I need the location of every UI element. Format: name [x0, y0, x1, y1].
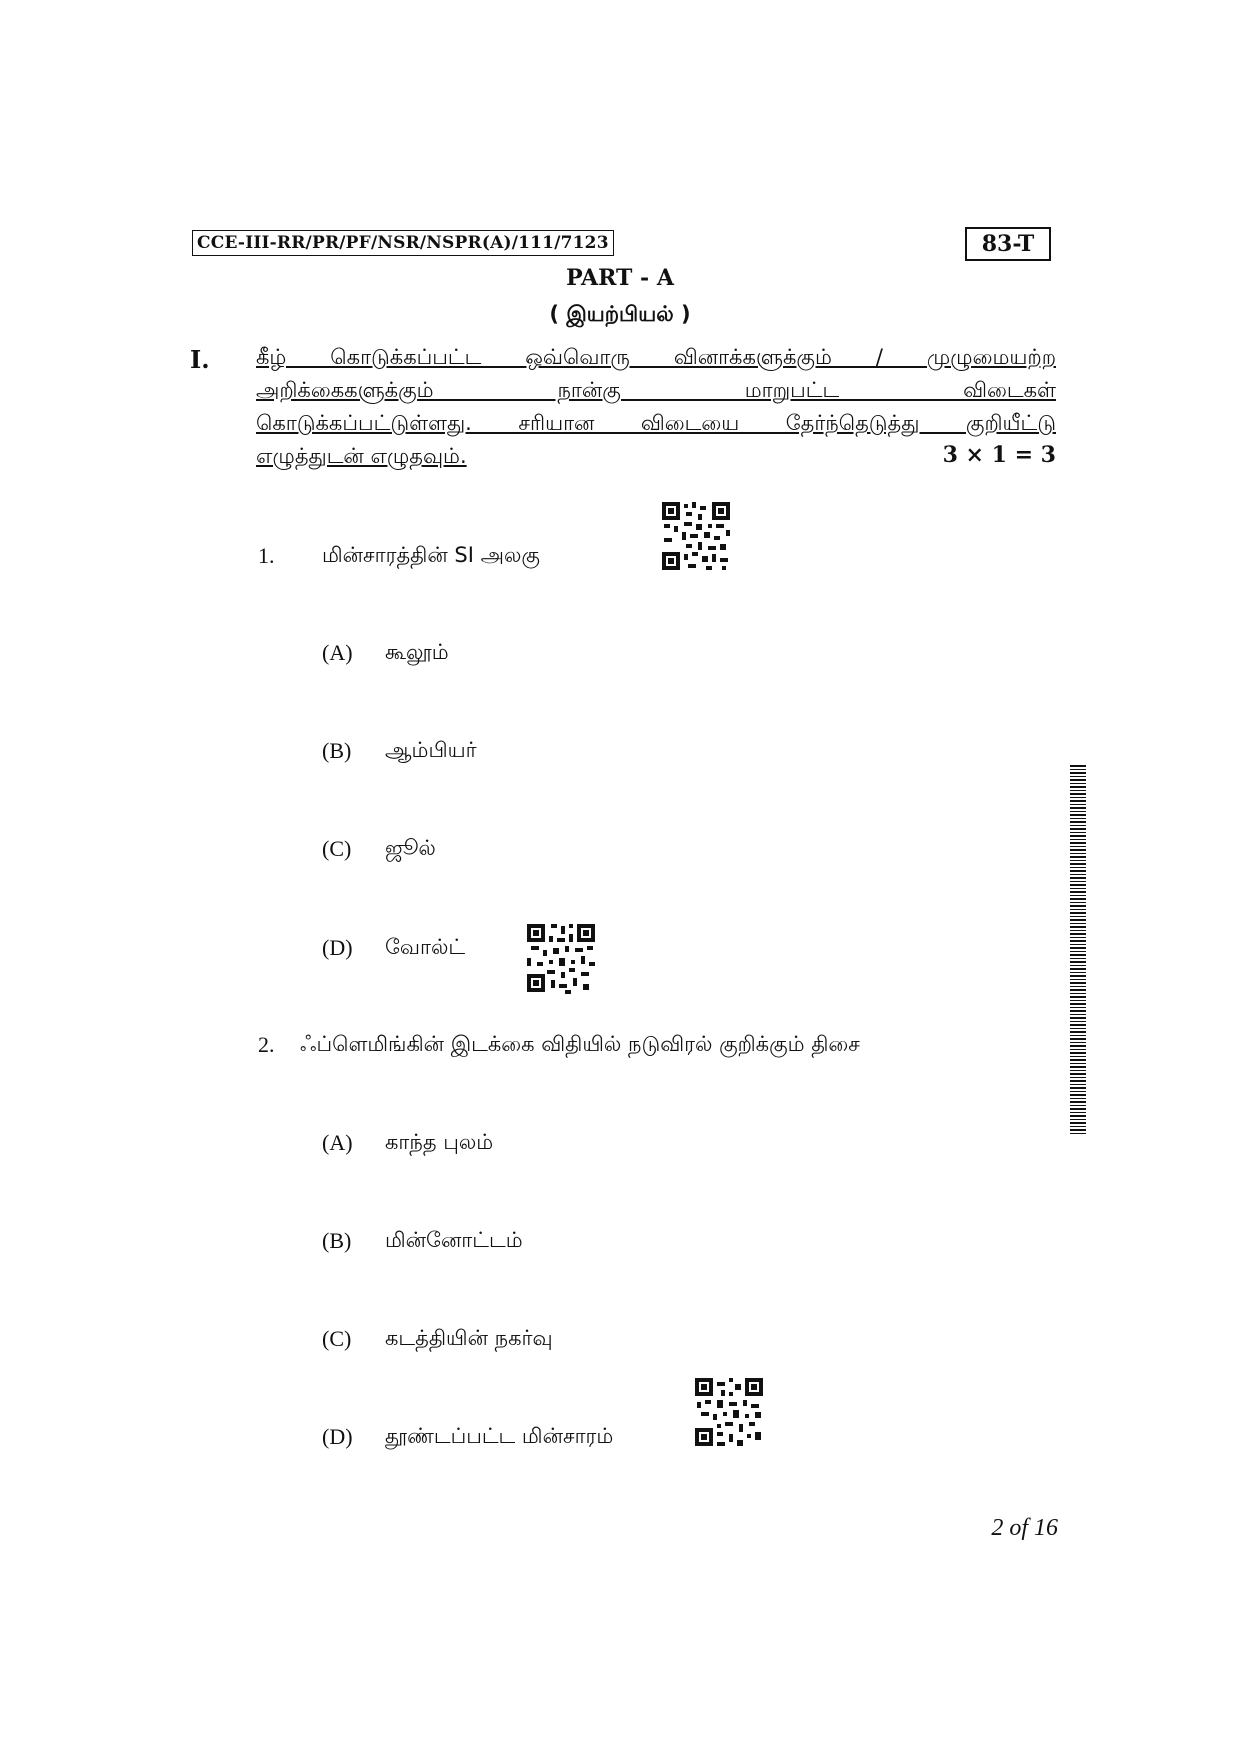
barcode-icon — [1070, 765, 1086, 1135]
option-text: ஆம்பியர் — [385, 738, 477, 762]
section-number: I. — [190, 345, 210, 374]
option-label: (D) — [322, 1424, 353, 1449]
question-text: மின்சாரத்தின் SI அலகு — [322, 543, 540, 567]
instruction-line: கீழ் கொடுக்கப்பட்ட ஒவ்வொரு வினாக்களுக்கும் / முழுமையற்ற — [256, 345, 1056, 369]
qr-code-icon — [693, 1376, 765, 1448]
option-label: (A) — [322, 1130, 353, 1155]
instruction-line: அறிக்கைகளுக்கும் நான்கு மாறுபட்ட விடைகள் — [256, 378, 1056, 402]
instruction-line: கொடுக்கப்பட்டுள்ளது. சரியான விடையை தேர்ந்தெடுத்து குறியீட்டு — [256, 411, 1056, 435]
option-label: (C) — [322, 1326, 352, 1351]
question-number: 2. — [258, 1032, 275, 1057]
option-text: கூலூம் — [385, 640, 449, 664]
question-text: ஃப்ளெமிங்கின் இடக்கை விதியில் நடுவிரல் குறிக்கும் திசை — [300, 1032, 860, 1056]
part-subtitle: ( இயற்பியல் ) — [549, 302, 691, 326]
option-label: (D) — [322, 935, 353, 960]
question-number: 1. — [258, 543, 275, 568]
part-title: PART - A — [566, 265, 674, 291]
page-number: 2 of 16 — [991, 1515, 1058, 1541]
marks-allocation: 3 × 1 = 3 — [942, 442, 1056, 468]
qr-code-icon — [525, 922, 597, 994]
option-text: கடத்தியின் நகர்வு — [385, 1326, 553, 1350]
option-label: (B) — [322, 738, 352, 763]
option-label: (A) — [322, 640, 353, 665]
option-text: வோல்ட் — [385, 935, 466, 959]
option-label: (B) — [322, 1228, 352, 1253]
instruction-line: எழுத்துடன் எழுதவும். — [256, 444, 467, 468]
subject-code: 83-T — [965, 227, 1051, 261]
qr-code-icon — [660, 500, 732, 572]
option-text: மின்னோட்டம் — [385, 1228, 523, 1252]
option-text: ஜூல் — [385, 836, 436, 860]
option-text: காந்த புலம் — [385, 1130, 494, 1154]
option-label: (C) — [322, 836, 352, 861]
option-text: தூண்டப்பட்ட மின்சாரம் — [385, 1424, 614, 1448]
paper-code: CCE-III-RR/PR/PF/NSR/NSPR(A)/111/7123 — [192, 230, 614, 256]
